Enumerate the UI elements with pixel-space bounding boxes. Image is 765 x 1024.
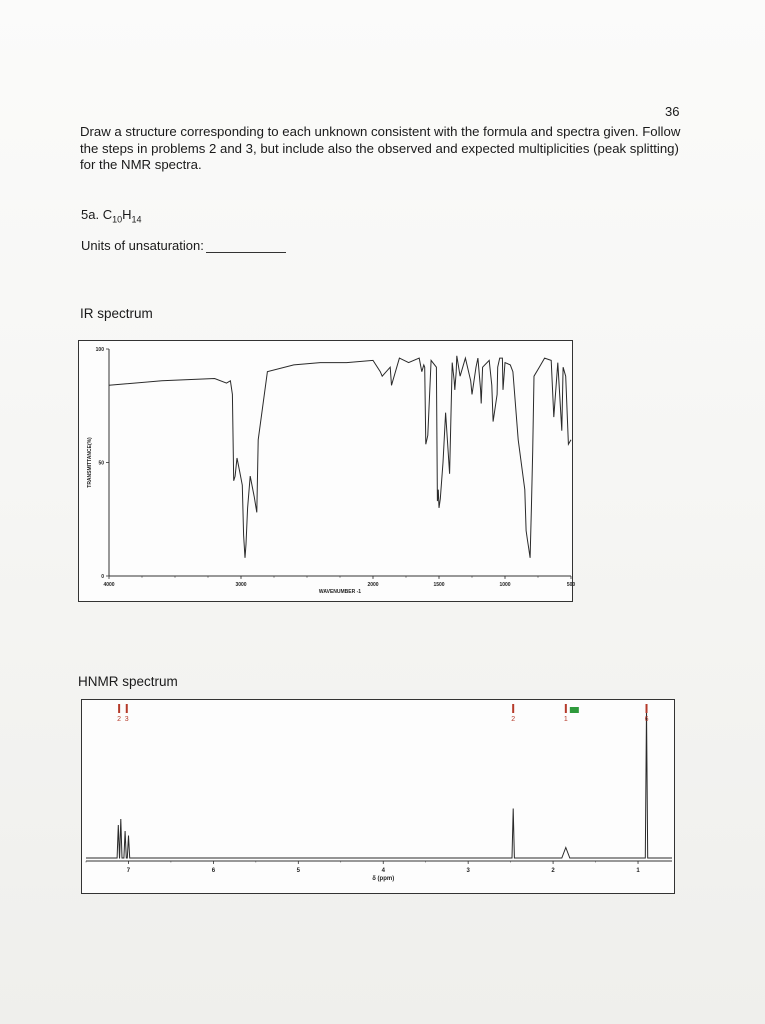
- nmr-integration-label: 2: [511, 716, 516, 723]
- formula-h: H: [122, 207, 132, 222]
- ir-x-tick-label: 500: [566, 582, 576, 588]
- nmr-integration-marker: [512, 704, 514, 713]
- nmr-integration-marker: [565, 704, 567, 713]
- ir-x-tick-label: 3000: [235, 582, 247, 588]
- nmr-x-tick-label: 6: [211, 868, 216, 874]
- ir-spectrum-title: IR spectrum: [80, 306, 153, 321]
- nmr-spectrum-trace: [86, 708, 672, 858]
- nmr-x-axis-label: δ (ppm): [372, 876, 395, 882]
- ir-x-tick-label: 1500: [433, 582, 445, 588]
- nmr-plot-svg: [82, 700, 676, 895]
- ir-y-tick-label: 100: [95, 347, 104, 353]
- nmr-integration-marker: [126, 704, 128, 713]
- ir-y-tick-label: 0: [101, 574, 104, 580]
- nmr-integration-label: 6: [644, 716, 649, 723]
- ir-x-axis-label: WAVENUMBER -1: [318, 589, 362, 595]
- units-of-unsaturation: [81, 238, 286, 253]
- formula-c-subscript: 10: [112, 214, 123, 225]
- ir-y-tick-label: 50: [98, 460, 104, 467]
- problem-label: 5a.: [81, 207, 103, 222]
- answer-blank[interactable]: [206, 238, 286, 253]
- hnmr-spectrum-title: HNMR spectrum: [78, 674, 178, 689]
- ir-plot-svg: [79, 341, 574, 603]
- nmr-integration-label: 3: [124, 716, 129, 723]
- page-number: 36: [665, 104, 680, 119]
- problem-heading: [81, 207, 142, 225]
- ir-spectrum-chart: [78, 340, 576, 602]
- nmr-integration-marker: [646, 704, 648, 713]
- formula-h-subscript: 14: [131, 214, 142, 225]
- ir-y-axis-label: TRANSMITTANCE(%): [87, 437, 93, 488]
- instructions-text: Draw a structure corresponding to each unknown consistent with the formula and spectra given. Follow the steps in problems 2 and 3, but include also the observed and expected multiplicities (peak splitting) for the NMR spectra.: [80, 124, 681, 172]
- formula-c: C: [102, 207, 113, 222]
- nmr-x-tick-label: 7: [126, 868, 131, 874]
- units-label: Units of unsaturation:: [81, 238, 204, 253]
- nmr-x-tick-label: 2: [551, 868, 555, 874]
- ir-transmittance-trace: [109, 356, 571, 558]
- ir-x-tick-label: 4000: [103, 582, 115, 588]
- nmr-x-tick-label: 1: [636, 868, 640, 874]
- nmr-green-marker: [570, 707, 579, 713]
- hnmr-spectrum-chart: [81, 699, 675, 894]
- nmr-integration-label: 2: [117, 716, 122, 723]
- nmr-x-tick-label: 5: [296, 868, 300, 874]
- nmr-integration-label: 1: [563, 716, 568, 723]
- nmr-x-tick-label: 3: [466, 868, 470, 874]
- nmr-integration-marker: [118, 704, 120, 713]
- ir-x-tick-label: 1000: [499, 582, 511, 588]
- ir-x-tick-label: 2000: [367, 582, 379, 588]
- nmr-x-tick-label: 4: [381, 868, 385, 874]
